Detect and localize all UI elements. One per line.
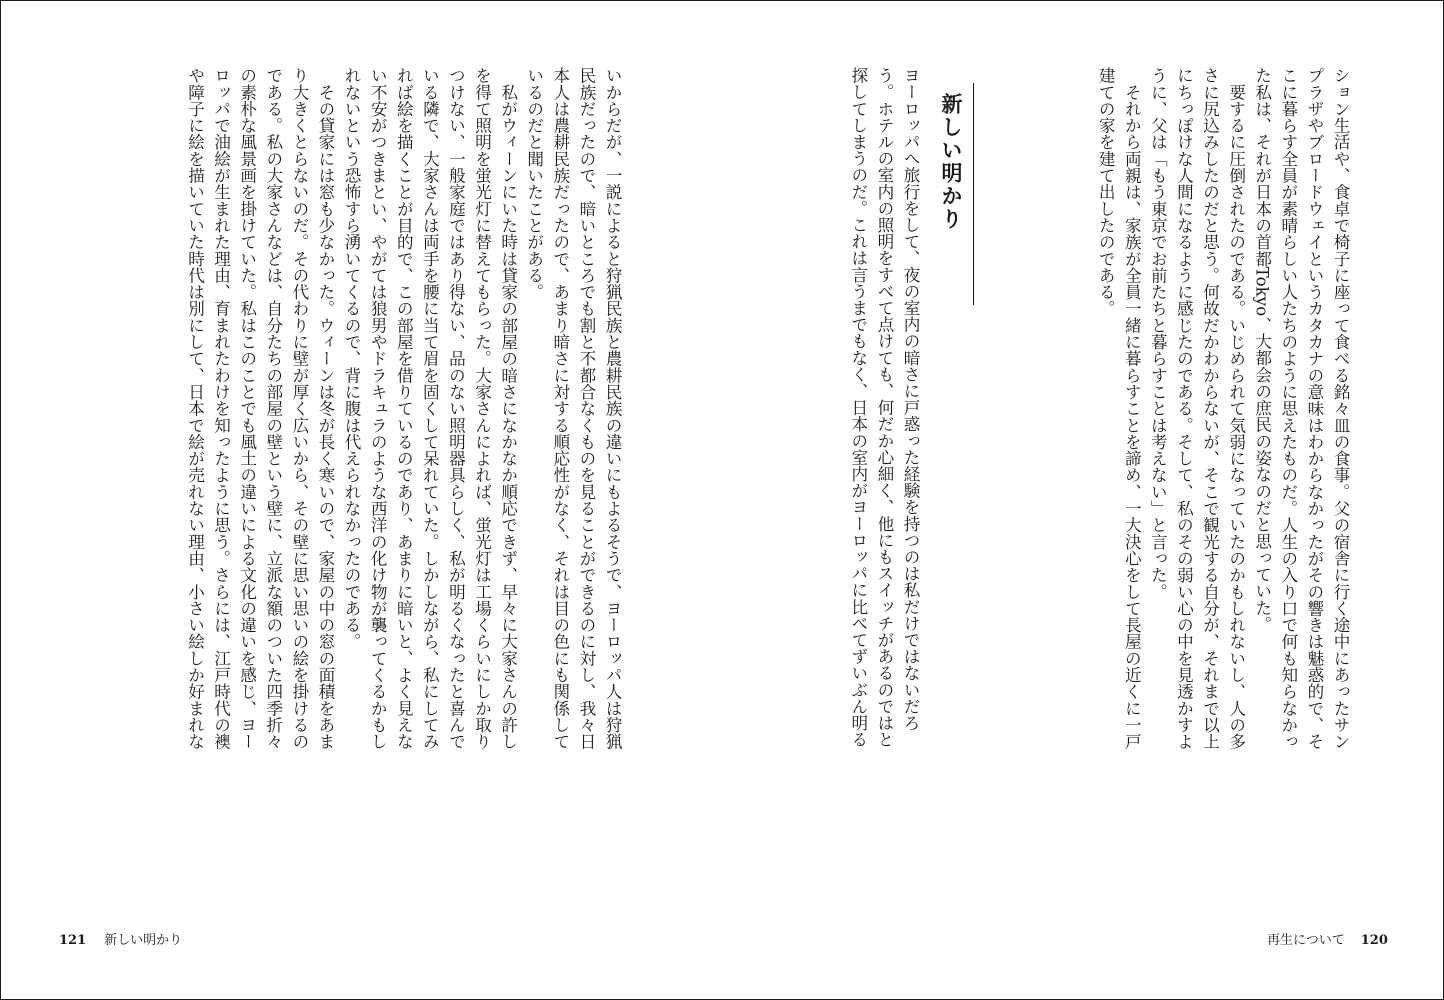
left-page-number: 121 bbox=[59, 933, 87, 948]
section-heading: 新しい明かり bbox=[939, 93, 963, 231]
right-page-number: 120 bbox=[1360, 933, 1388, 948]
right-page-footer bbox=[1267, 929, 1388, 948]
left-page-footer bbox=[59, 929, 182, 948]
heading-rule bbox=[973, 83, 974, 305]
left-page-text: いからだが、一説によると狩猟民族と農耕民族の違いにもよるそうで、ヨーロッパ人は狩猟 民族だったので、暗いところでも割と不都合なくものを見ることができるのに対し、我々日 本人は農耕民族だったので、あまり暗さに対する順応性がなく、それは目の色にも関係して いるのだと聞いたことがある。 私がウィーンにいた時は貸家の部屋の暗さになかなか順応できず、早々に大家さんの許し を得て照明を蛍光灯に替えてもらった。大家さんによれば、蛍光灯は工場くらいにしか取り つけない、一般家庭ではあり得ない、品のない照明器具らしく、私が明るくなったと喜んで いる隣で、大家さんは両手を腰に当て眉を固くして呆れていた。しかしながら、私にしてみ れば絵を描くことが目的で、この部屋を借りているのであり、あまりに暗いと、よく見えな い不安がつきまとい、やがては狼男やドラキュラのような西洋の化け物が襲ってくるかもし れないという恐怖すら湧いてくるので、背に腹は代えられなかったのである。 その貸家には窓も少なかった。ウィーンは冬が長く寒いので、家屋の中の窓の面積をあま り大きくとらないのだ。その代わりに壁が厚く広いから、その壁に思い思いの絵を掛けるの である。私の大家さんなどは、自分たちの部屋の壁という壁に、立派な額のついた四季折々 の素朴な風景画を掛けていた。私はこのことでも風土の違いによる文化の違いを感じ、ヨー ロッパで油絵が生まれた理由、育まれたわけを知ったように思う。さらには、江戸時代の襖 や障子に絵を描いていた時代は別にして、日本で絵が売れない理由、小さい絵しか好まれな bbox=[185, 67, 622, 750]
section-body-text: ヨーロッパへ旅行をして、夜の室内の暗さに戸惑った経験を持つのは私だけではないだろ う。ホテルの室内の照明をすべて点けても、何だか心細く、他にもスイッチがあるのではと 探してしまうのだ。これは言うまでもなく、日本の室内がヨーロッパに比べてずいぶん明る bbox=[848, 67, 920, 748]
left-running-title: 新しい明かり bbox=[104, 933, 183, 948]
right-page-text: ション生活や、食卓で椅子に座って食べる銘々皿の食事。父の宿舎に行く途中にあったサン プラザやブロードウェイというカタカナの意味はわからなかったがその響きは魅惑的で、そ こに暮らす全員が素晴らしい人たちのように思えたものだ。人生の入り口で何も知らなかっ た私は、それが日本の首都Tokyo、大都会の庶民の姿なのだと思っていた。 要するに圧倒されたのである。いじめられて気弱になっていたのかもしれないし、人の多 さに尻込みしたのだと思う。何故だかわからないが、そこで観光する自分が、それまで以上 にちっぽけな人間になるように感じたのである。そして、私のその弱い心の中を見透かすよ うに、父は「もう東京でお前たちと暮らすことは考えない」と言った。 それから両親は、家族が全員一緒に暮らすことを諦め、一大決心をして長屋の近くに一戸 建ての家を建て出したのである。 bbox=[1096, 67, 1350, 750]
right-running-title: 再生について bbox=[1267, 933, 1345, 948]
